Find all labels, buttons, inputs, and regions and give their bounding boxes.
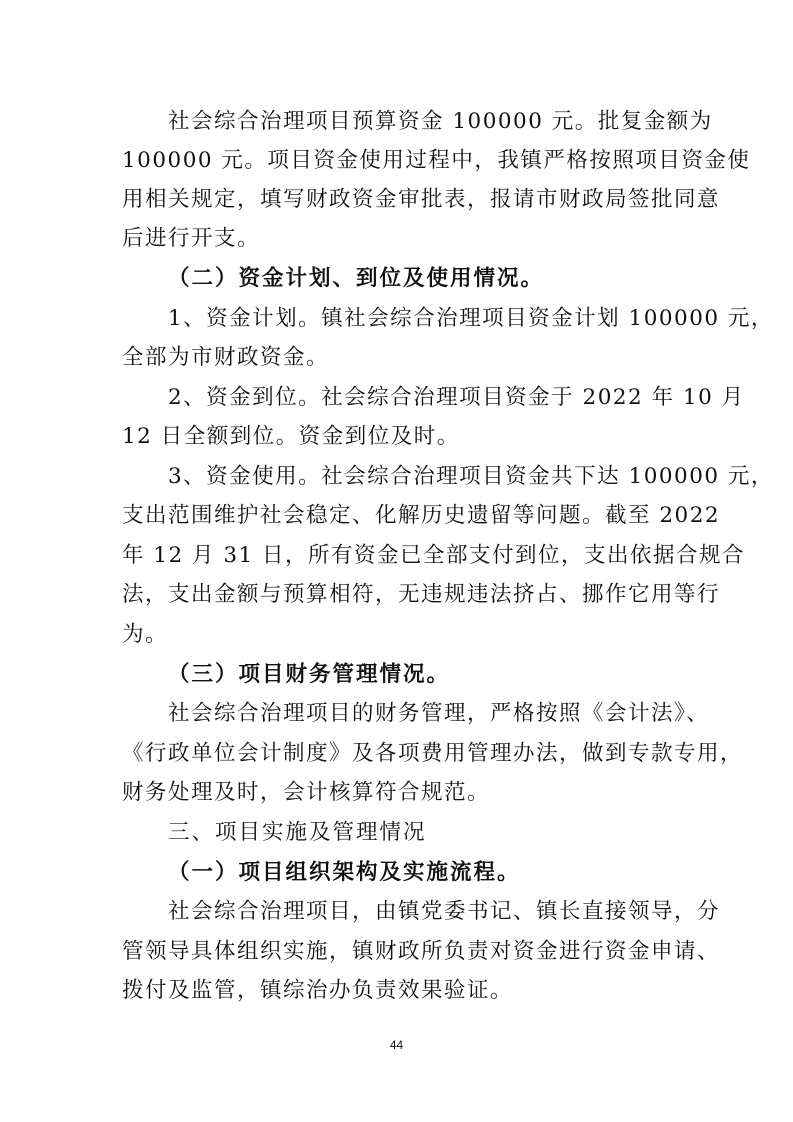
paragraph-line: 社会综合治理项目的财务管理，严格按照《会计法》、 — [168, 701, 710, 726]
paragraph-line: 社会综合治理项目预算资金 100000 元。批复金额为 — [168, 109, 713, 134]
paragraph-line: 12 日全额到位。资金到位及时。 — [122, 424, 460, 449]
page-number: 44 — [389, 1038, 404, 1052]
paragraph-line: 1、资金计划。镇社会综合治理项目资金计划 100000 元， — [168, 306, 774, 331]
section-heading: （二）资金计划、到位及使用情况。 — [168, 266, 545, 291]
paragraph-line: 财务处理及时，会计核算符合规范。 — [122, 780, 491, 805]
section-heading: （一）项目组织架构及实施流程。 — [168, 860, 521, 885]
paragraph-line: 《行政单位会计制度》及各项费用管理办法，做到专款专用， — [122, 741, 744, 766]
chapter-heading: 三、项目实施及管理情况 — [168, 820, 427, 845]
paragraph-line: 年 12 月 31 日，所有资金已全部支付到位，支出依据合规合 — [122, 543, 746, 568]
paragraph-line: 支出范围维护社会稳定、化解历史遗留等问题。截至 2022 — [122, 503, 721, 528]
paragraph-line: 社会综合治理项目，由镇党委书记、镇长直接领导，分 — [168, 899, 721, 924]
paragraph-line: 全部为市财政资金。 — [122, 345, 330, 370]
paragraph-line: 3、资金使用。社会综合治理项目资金共下达 100000 元， — [168, 464, 774, 489]
paragraph-line: 100000 元。项目资金使用过程中，我镇严格按照项目资金使 — [122, 148, 751, 173]
paragraph-line: 管领导具体组织实施，镇财政所负责对资金进行资金申请、 — [122, 939, 721, 964]
paragraph-line: 法，支出金额与预算相符，无违规违法挤占、挪作它用等行 — [122, 582, 721, 607]
section-heading: （三）项目财务管理情况。 — [168, 662, 451, 687]
paragraph-line: 拨付及监管，镇综治办负责效果验证。 — [122, 978, 514, 1003]
paragraph-line: 2、资金到位。社会综合治理项目资金于 2022 年 10 月 — [168, 385, 745, 410]
paragraph-line: 用相关规定，填写财政资金审批表，报请市财政局签批同意 — [122, 187, 721, 212]
paragraph-line: 为。 — [122, 622, 169, 647]
paragraph-line: 后进行开支。 — [122, 226, 261, 251]
